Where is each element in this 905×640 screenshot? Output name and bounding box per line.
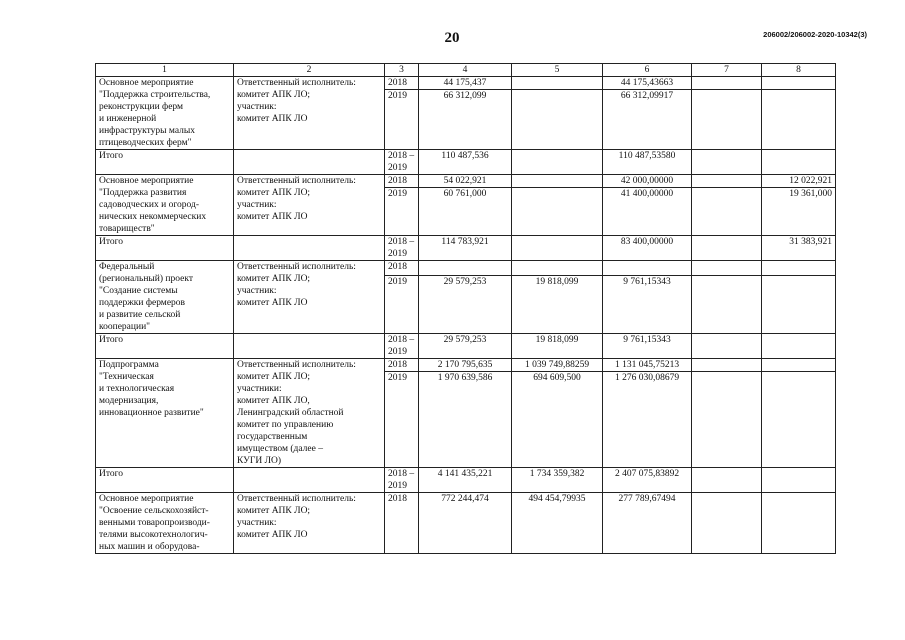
amount-cell [512, 175, 603, 188]
amount-cell [512, 261, 603, 276]
amount-cell [762, 468, 836, 493]
amount-cell: 60 761,000 [419, 188, 512, 236]
amount-cell [762, 77, 836, 90]
year-cell: 2018 [385, 77, 419, 90]
measure-name: Основное мероприятие "Освоение сельскохозяйст- венными товаропроизводи- телями высокотехнологич- ных машин и оборудова- [96, 493, 234, 554]
amount-cell: 31 383,921 [762, 236, 836, 261]
amount-cell: 1 970 639,586 [419, 372, 512, 468]
amount-cell [692, 175, 762, 188]
amount-cell: 29 579,253 [419, 276, 512, 334]
total-label: Итого [96, 468, 234, 493]
measure-name: Основное мероприятие "Поддержка развития садоводческих и огород- нических некоммерческих товариществ" [96, 175, 234, 236]
year-cell: 2018 [385, 359, 419, 372]
amount-cell: 9 761,15343 [603, 276, 692, 334]
executor-cell [234, 150, 385, 175]
amount-cell: 9 761,15343 [603, 334, 692, 359]
year-cell: 2019 [385, 276, 419, 334]
executor-cell [234, 334, 385, 359]
amount-cell [692, 372, 762, 468]
total-row [96, 468, 836, 493]
column-header: 8 [762, 64, 836, 77]
amount-cell [692, 359, 762, 372]
amount-cell: 29 579,253 [419, 334, 512, 359]
amount-cell: 1 734 359,382 [512, 468, 603, 493]
total-label: Итого [96, 150, 234, 175]
amount-cell [692, 493, 762, 554]
year-cell: 2018 [385, 493, 419, 554]
amount-cell: 1 276 030,08679 [603, 372, 692, 468]
amount-cell [762, 90, 836, 150]
column-header: 5 [512, 64, 603, 77]
column-header: 6 [603, 64, 692, 77]
executor-cell [234, 468, 385, 493]
measure-name: Подпрограмма "Техническая и технологическая модернизация, инновационное развитие" [96, 359, 234, 468]
amount-cell [692, 276, 762, 334]
year-cell: 2019 [385, 188, 419, 236]
amount-cell [512, 150, 603, 175]
amount-cell: 83 400,00000 [603, 236, 692, 261]
column-header: 4 [419, 64, 512, 77]
amount-cell [762, 261, 836, 276]
amount-cell: 4 141 435,221 [419, 468, 512, 493]
amount-cell: 44 175,437 [419, 77, 512, 90]
amount-cell [419, 261, 512, 276]
amount-cell [512, 236, 603, 261]
table-row [96, 77, 836, 90]
column-header: 2 [234, 64, 385, 77]
amount-cell [692, 150, 762, 175]
table-row [96, 493, 836, 554]
amount-cell: 54 022,921 [419, 175, 512, 188]
amount-cell: 2 407 075,83892 [603, 468, 692, 493]
measure-name: Основное мероприятие "Поддержка строительства, реконструкции ферм и инженерной инфраструктуры малых птицеводческих ферм" [96, 77, 234, 150]
amount-cell: 19 361,000 [762, 188, 836, 236]
amount-cell: 694 609,500 [512, 372, 603, 468]
amount-cell: 19 818,099 [512, 276, 603, 334]
header-row [96, 64, 836, 77]
year-cell: 2018 – 2019 [385, 334, 419, 359]
amount-cell: 1 039 749,88259 [512, 359, 603, 372]
executor-cell [234, 236, 385, 261]
amount-cell: 494 454,79935 [512, 493, 603, 554]
total-label: Итого [96, 236, 234, 261]
amount-cell: 114 783,921 [419, 236, 512, 261]
program-funding-table [95, 63, 836, 554]
amount-cell [692, 188, 762, 236]
table-row [96, 261, 836, 276]
total-label: Итого [96, 334, 234, 359]
amount-cell [762, 493, 836, 554]
amount-cell [762, 334, 836, 359]
year-cell: 2018 – 2019 [385, 150, 419, 175]
executor-cell: Ответственный исполнитель: комитет АПК ЛО; участник: комитет АПК ЛО [234, 175, 385, 236]
amount-cell [512, 188, 603, 236]
document-id: 206002/206002-2020-10342(3) [763, 30, 867, 39]
amount-cell: 66 312,09917 [603, 90, 692, 150]
executor-cell: Ответственный исполнитель: комитет АПК ЛО; участник: комитет АПК ЛО [234, 493, 385, 554]
amount-cell [762, 150, 836, 175]
total-row [96, 334, 836, 359]
amount-cell [692, 334, 762, 359]
amount-cell: 42 000,00000 [603, 175, 692, 188]
amount-cell: 772 244,474 [419, 493, 512, 554]
year-cell: 2019 [385, 372, 419, 468]
year-cell: 2018 – 2019 [385, 236, 419, 261]
year-cell: 2019 [385, 90, 419, 150]
column-header: 1 [96, 64, 234, 77]
amount-cell: 110 487,53580 [603, 150, 692, 175]
amount-cell [692, 77, 762, 90]
amount-cell [762, 372, 836, 468]
executor-cell: Ответственный исполнитель: комитет АПК ЛО; участник: комитет АПК ЛО [234, 261, 385, 334]
measure-name: Федеральный (региональный) проект "Создание системы поддержки фермеров и развитие сельской кооперации" [96, 261, 234, 334]
year-cell: 2018 – 2019 [385, 468, 419, 493]
amount-cell: 2 170 795,635 [419, 359, 512, 372]
year-cell: 2018 [385, 261, 419, 276]
amount-cell [692, 236, 762, 261]
executor-cell: Ответственный исполнитель: комитет АПК ЛО; участник: комитет АПК ЛО [234, 77, 385, 150]
table-row [96, 175, 836, 188]
amount-cell: 19 818,099 [512, 334, 603, 359]
amount-cell: 44 175,43663 [603, 77, 692, 90]
amount-cell: 110 487,536 [419, 150, 512, 175]
amount-cell: 1 131 045,75213 [603, 359, 692, 372]
total-row [96, 236, 836, 261]
amount-cell: 277 789,67494 [603, 493, 692, 554]
amount-cell [603, 261, 692, 276]
column-header: 7 [692, 64, 762, 77]
amount-cell [692, 261, 762, 276]
amount-cell: 41 400,00000 [603, 188, 692, 236]
amount-cell [692, 468, 762, 493]
executor-cell: Ответственный исполнитель: комитет АПК ЛО; участники: комитет АПК ЛО, Ленинградский областной комитет по управлению государственным имуществом (далее – КУГИ ЛО) [234, 359, 385, 468]
table-row [96, 359, 836, 372]
page-number: 20 [444, 30, 460, 46]
amount-cell [512, 90, 603, 150]
amount-cell: 12 022,921 [762, 175, 836, 188]
amount-cell: 66 312,099 [419, 90, 512, 150]
year-cell: 2018 [385, 175, 419, 188]
amount-cell [762, 276, 836, 334]
amount-cell [512, 77, 603, 90]
amount-cell [762, 359, 836, 372]
column-header: 3 [385, 64, 419, 77]
total-row [96, 150, 836, 175]
amount-cell [692, 90, 762, 150]
